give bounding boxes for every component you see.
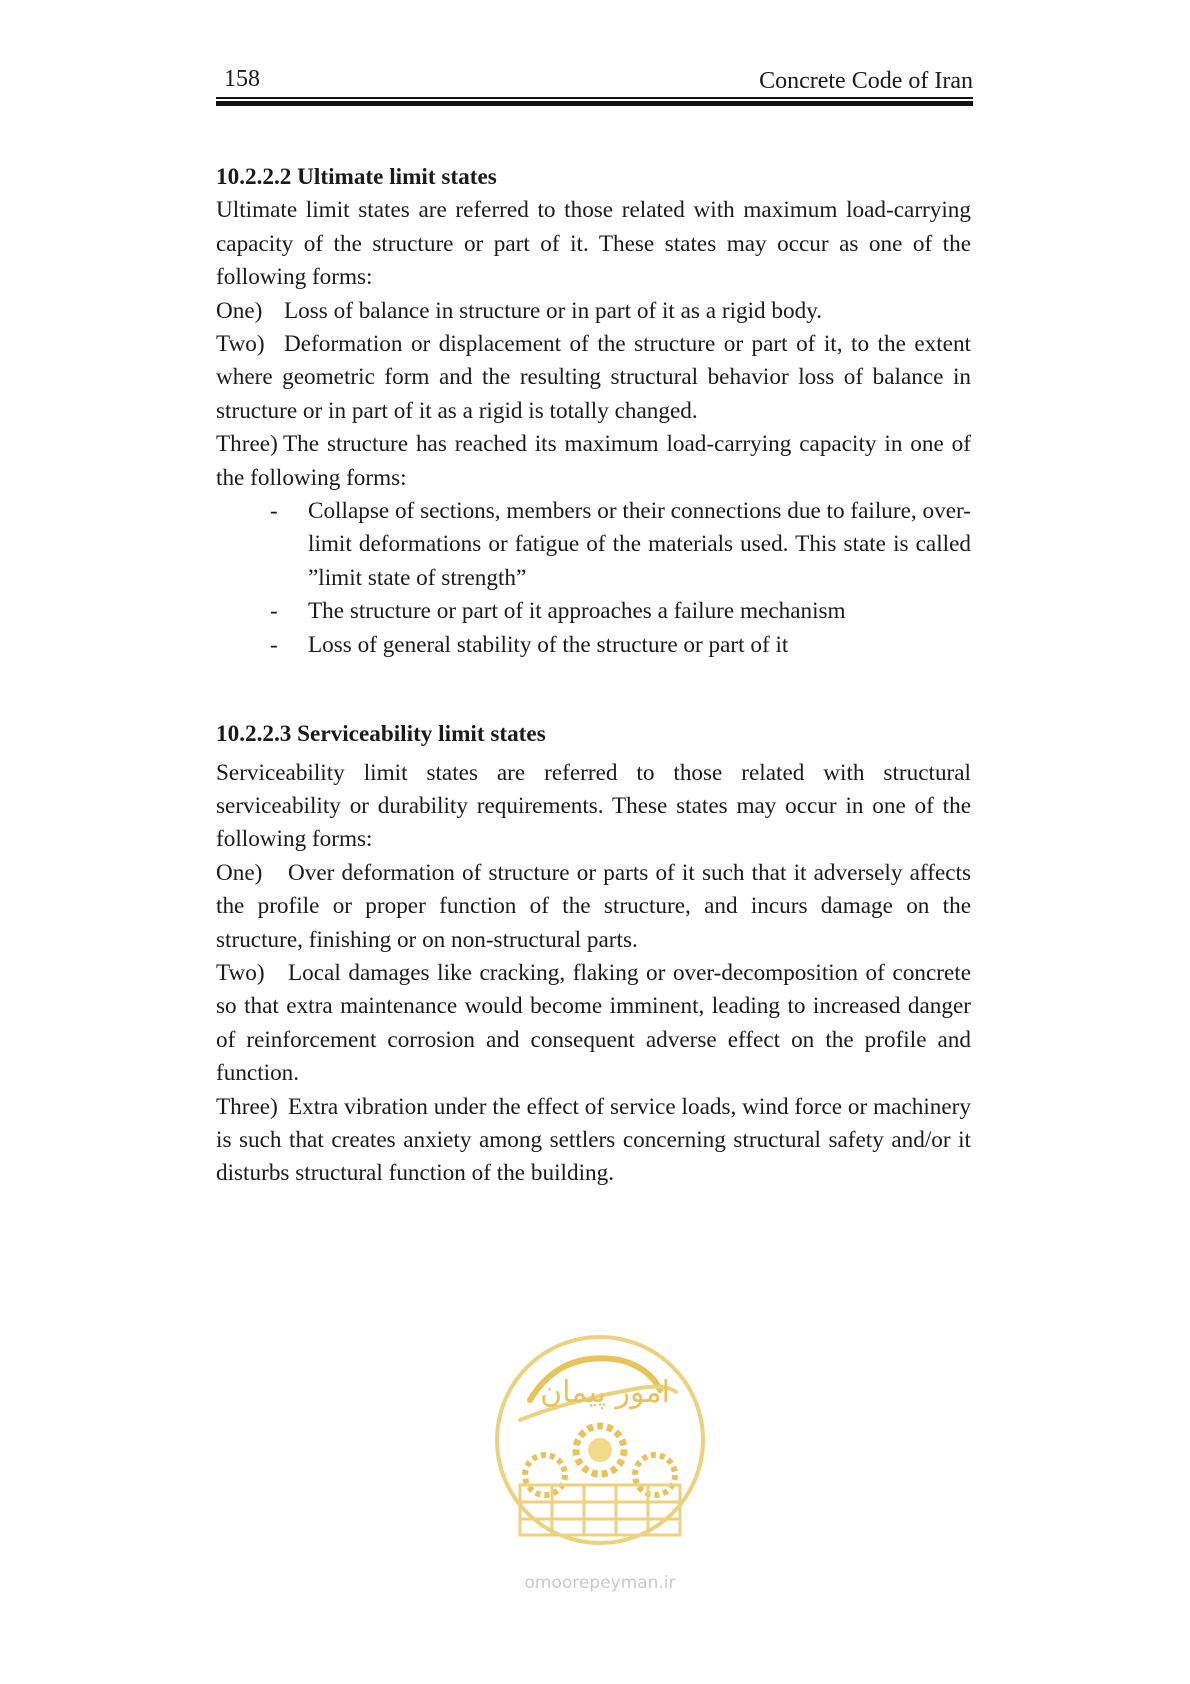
item-text: Extra vibration under the effect of service loads, wind force or machinery is such that creates anxiety among settlers concerning structural safety and/or it disturbs structural function of the building. [216,1093,971,1187]
list-item [216,428,971,495]
list-item [216,957,971,1091]
section-heading-ultimate: 10.2.2.2 Ultimate limit states [216,164,497,190]
list-item [216,857,971,957]
list-item [216,1091,971,1191]
watermark-logo [490,1330,710,1600]
item-text: Loss of balance in structure or in part of it as a rigid body. [284,297,823,324]
page-header [216,66,973,96]
list-item [216,328,971,428]
bullet-list [216,495,971,662]
section-heading-serviceability: 10.2.2.3 Serviceability limit states [216,721,546,748]
item-label: Two) [216,959,265,986]
item-text: Over deformation of structure or parts of it such that it adversely affects the profile or proper function of the structure, and incurs damage on the structure, finishing or on non-structural parts. [216,859,971,953]
item-label: Three) [216,431,278,458]
header-rule-thin [216,97,973,99]
logo-script: امور پیمان [540,1375,670,1410]
bullet-item: - Collapse of sections, members or their connections due to failure, over-limit deformations or fatigue of the materials used. This state is called ”limit state of strength” [216,495,971,595]
item-text: The structure has reached its maximum load-carrying capacity in one of the following forms: [216,431,971,491]
item-text: Deformation or displacement of the structure or part of it, to the extent where geometric form and the resulting structural behavior loss of balance in structure or in part of it as a rigid is totally changed. [216,331,971,424]
watermark-site: omoorepeyman.ir [524,1573,676,1593]
header-rule-thick [216,101,973,106]
bullet-dash: - [270,598,278,625]
watermark-emblem-icon [490,1330,710,1600]
page-body [216,161,971,1191]
item-label: Three) [216,1093,278,1120]
bullet-item: - The structure or part of it approaches a failure mechanism [216,595,971,628]
item-text: Local damages like cracking, flaking or over-decomposition of concrete so that extra maintenance would become imminent, leading to increased danger of reinforcement corrosion and consequent adverse effect on the profile and function. [216,959,971,1087]
item-label: One) [216,297,263,324]
bullet-item: - Loss of general stability of the structure or part of it [216,629,971,662]
section-intro-serviceability: Serviceability limit states are referred to those related with structural serviceability or durability requirements. These states may occur in one of the following forms: [216,759,971,853]
bullet-dash: - [270,498,278,525]
section-intro-ultimate: Ultimate limit states are referred to those related with maximum load-carrying capacity of the structure or part of it. These states may occur as one of the following forms: [216,197,971,291]
section-spacer [216,662,971,718]
item-label: Two) [216,331,265,358]
item-label: One) [216,859,263,886]
running-title: Concrete Code of Iran [759,68,973,94]
list-item [216,295,971,328]
bullet-dash: - [270,631,278,658]
page-number: 158 [224,66,260,92]
